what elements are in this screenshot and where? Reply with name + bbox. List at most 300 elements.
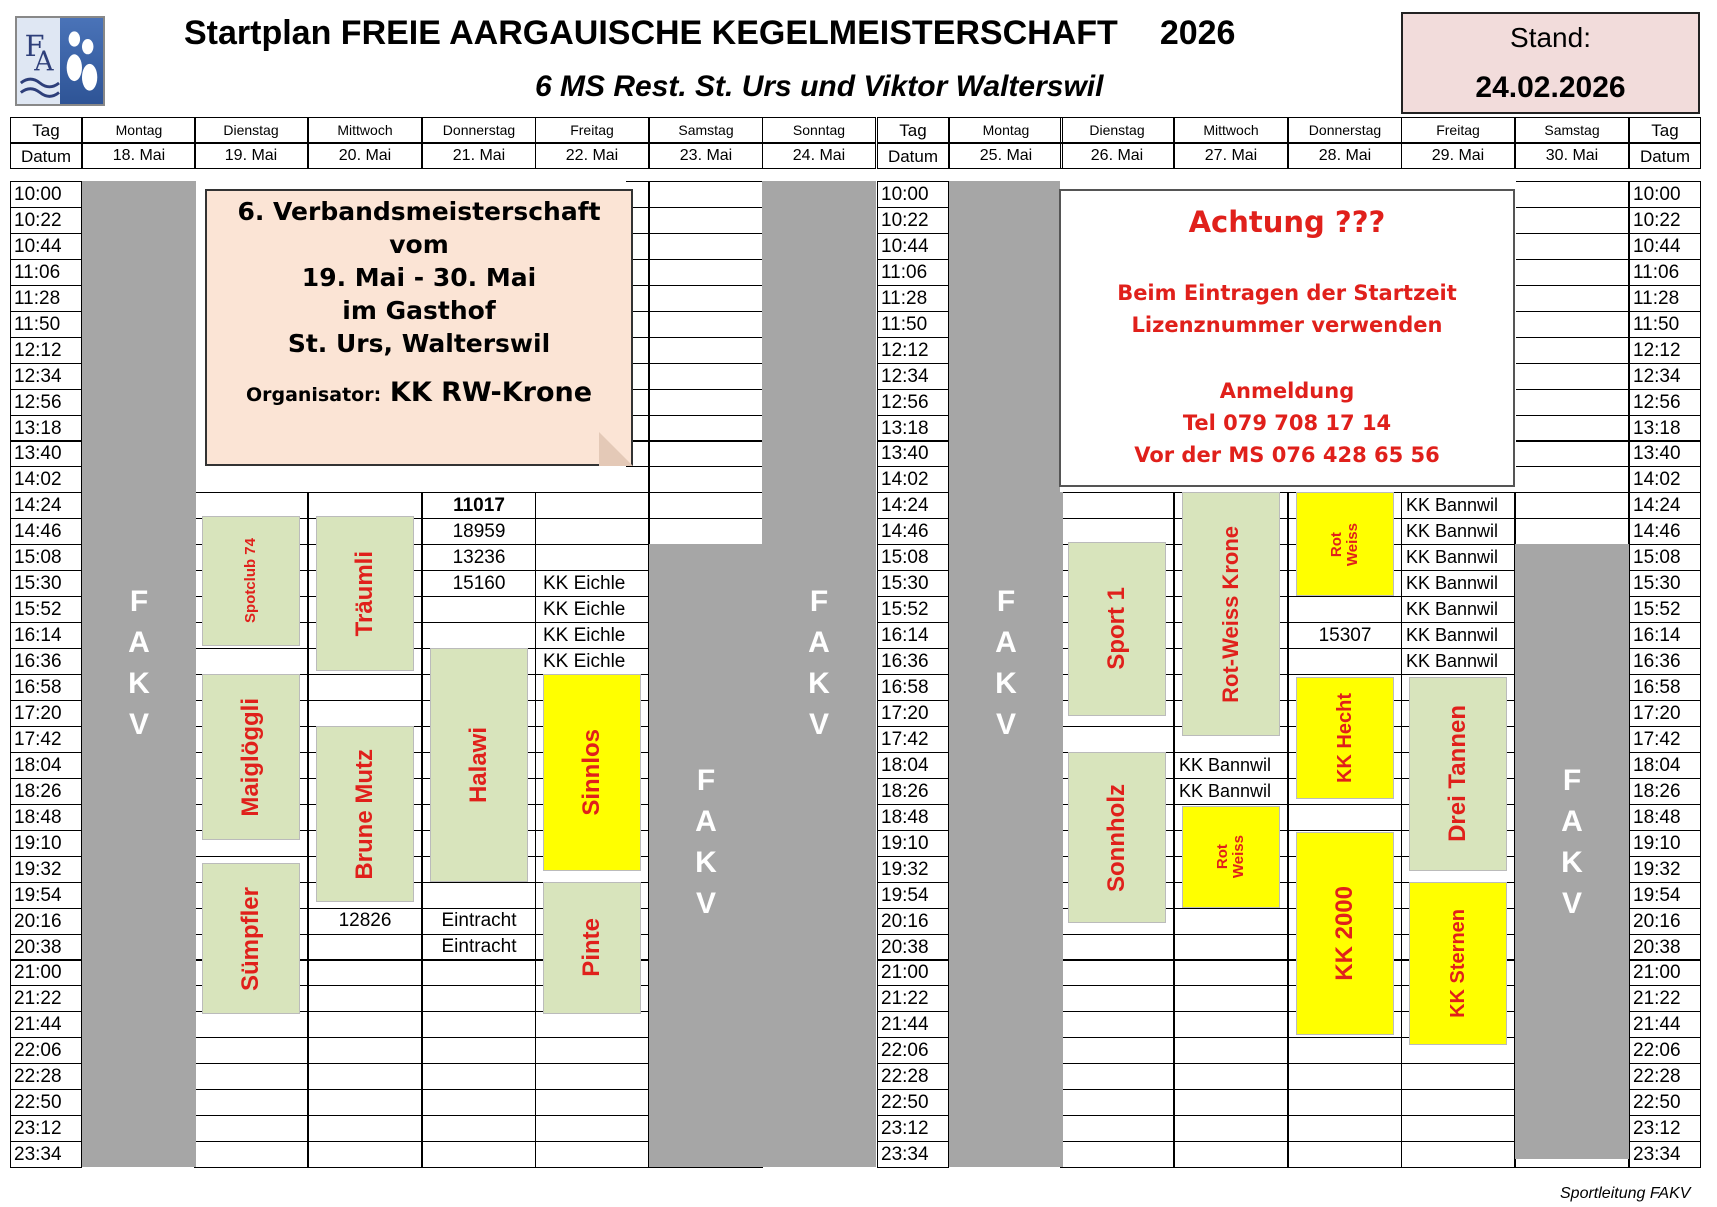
- time-cell: 12:56: [877, 389, 949, 416]
- time-cell: 23:34: [10, 1141, 82, 1168]
- time-cell: 18:26: [10, 778, 82, 805]
- schedule-cell: [422, 1037, 536, 1064]
- time-cell: 17:20: [877, 700, 949, 727]
- time-cell: 20:16: [877, 908, 949, 935]
- schedule-cell: [1060, 492, 1174, 519]
- schedule-cell: [1174, 1141, 1288, 1168]
- team-block: [543, 674, 641, 871]
- time-cell: 15:08: [1629, 544, 1701, 571]
- schedule-entry: KK Bannwil: [1406, 651, 1499, 672]
- organizer-label: Organisator:: [245, 384, 382, 406]
- time-cell: 18:26: [877, 778, 949, 805]
- time-cell: 12:12: [1629, 337, 1701, 364]
- time-cell: 18:48: [877, 804, 949, 831]
- time-cell: 22:28: [10, 1063, 82, 1090]
- time-cell: 14:02: [877, 466, 949, 493]
- date-header: 18. Mai: [82, 143, 196, 169]
- schedule-cell: [194, 648, 308, 675]
- fakv-letter: K: [995, 666, 1017, 700]
- schedule-entry: Eintracht: [441, 910, 517, 932]
- stand-box: [1401, 12, 1700, 114]
- time-cell: 12:34: [877, 363, 949, 390]
- time-cell: 18:26: [1629, 778, 1701, 805]
- schedule-cell: [1288, 596, 1402, 623]
- time-cell: 19:32: [1629, 856, 1701, 883]
- time-cell: 21:44: [1629, 1011, 1701, 1038]
- time-cell: 18:04: [10, 752, 82, 779]
- note-line: St. Urs, Walterswil: [287, 329, 551, 358]
- time-cell: 16:58: [1629, 674, 1701, 701]
- time-cell: 23:12: [10, 1115, 82, 1142]
- schedule-cell: [1060, 985, 1174, 1012]
- time-cell: 19:10: [877, 830, 949, 857]
- schedule-cell: [649, 492, 763, 519]
- time-cell: 11:06: [1629, 259, 1701, 286]
- team-block: [1182, 806, 1280, 907]
- schedule-cell: [422, 1115, 536, 1142]
- schedule-cell: [1515, 363, 1629, 390]
- schedule-cell: [194, 1141, 308, 1168]
- tag-header: Tag: [877, 117, 949, 143]
- team-block: [202, 516, 300, 646]
- schedule-cell: [1288, 1089, 1402, 1116]
- schedule-cell: [1515, 389, 1629, 416]
- fakv-letter: K: [695, 845, 717, 879]
- time-cell: 13:18: [10, 415, 82, 442]
- time-cell: 13:18: [877, 415, 949, 442]
- alert-heading: Achtung ???: [1188, 205, 1386, 239]
- note-page-curl: [599, 432, 633, 466]
- day-header: Freitag: [535, 117, 649, 143]
- datum-header: Datum: [10, 143, 82, 169]
- schedule-cell: [1515, 441, 1629, 468]
- fakv-letter: V: [808, 707, 829, 741]
- team-block: [316, 726, 414, 902]
- team-name: Rot Weiss: [1328, 522, 1361, 566]
- note-line: 19. Mai - 30. Mai: [301, 263, 537, 292]
- stand-label: Stand:: [1510, 22, 1591, 53]
- alert-line: Anmeldung: [1219, 379, 1355, 403]
- fakv-letter: A: [808, 625, 830, 659]
- schedule-cell: [649, 233, 763, 260]
- schedule-cell: [308, 934, 422, 961]
- team-block: [430, 648, 528, 882]
- team-name: KK 2000: [1331, 886, 1359, 981]
- time-cell: 15:08: [877, 544, 949, 571]
- fakv-letter: A: [128, 625, 150, 659]
- schedule-cell: [1515, 466, 1629, 493]
- day-header: Dienstag: [194, 117, 308, 143]
- time-cell: 17:20: [10, 700, 82, 727]
- fakv-letter: F: [696, 763, 716, 797]
- time-cell: 23:34: [1629, 1141, 1701, 1168]
- schedule-cell: [308, 1011, 422, 1038]
- schedule-cell: [194, 1063, 308, 1090]
- time-cell: 16:36: [10, 648, 82, 675]
- schedule-cell: [1401, 1141, 1515, 1168]
- team-block: [1068, 542, 1166, 716]
- team-block: [543, 882, 641, 1014]
- time-cell: 10:44: [877, 233, 949, 260]
- date-header: 27. Mai: [1174, 143, 1288, 169]
- datum-header: Datum: [877, 143, 949, 169]
- svg-text:F: F: [24, 29, 45, 64]
- schedule-entry: KK Bannwil: [1406, 599, 1499, 620]
- schedule-cell: [649, 441, 763, 468]
- team-name: Maiglöggli: [237, 697, 265, 817]
- time-cell: 12:12: [877, 337, 949, 364]
- team-block: [1068, 752, 1166, 923]
- time-cell: 15:52: [877, 596, 949, 623]
- schedule-cell: [422, 1141, 536, 1168]
- date-header: 30. Mai: [1515, 143, 1629, 169]
- schedule-cell: [1515, 259, 1629, 286]
- time-cell: 18:48: [1629, 804, 1701, 831]
- schedule-cell: [308, 700, 422, 727]
- team-name: KK Sternen: [1446, 908, 1469, 1018]
- schedule-cell: [1060, 934, 1174, 961]
- time-cell: 12:12: [10, 337, 82, 364]
- fakv-column: [1515, 544, 1629, 1159]
- team-block: [316, 516, 414, 672]
- time-cell: 17:20: [1629, 700, 1701, 727]
- time-cell: 22:06: [1629, 1037, 1701, 1064]
- footer-credit: Sportleitung FAKV: [1560, 1185, 1691, 1202]
- fakv-letter: V: [995, 707, 1016, 741]
- schedule-cell: [1515, 492, 1629, 519]
- fakv-column: [949, 181, 1063, 1167]
- schedule-entry: 15307: [1318, 624, 1372, 646]
- svg-text:A: A: [34, 46, 54, 78]
- time-cell: 16:58: [10, 674, 82, 701]
- fakv-letter: A: [995, 625, 1017, 659]
- time-cell: 10:22: [1629, 207, 1701, 234]
- schedule-cell: [1401, 1089, 1515, 1116]
- time-cell: 12:56: [1629, 389, 1701, 416]
- time-cell: 19:54: [10, 882, 82, 909]
- day-header: Montag: [82, 117, 196, 143]
- time-cell: 15:52: [10, 596, 82, 623]
- schedule-cell: [649, 518, 763, 545]
- date-header: 23. Mai: [649, 143, 763, 169]
- schedule-cell: [535, 1063, 649, 1090]
- note-organizer: [207, 376, 631, 412]
- fakv-vertical-label: [82, 581, 196, 745]
- datum-header: Datum: [1629, 143, 1701, 169]
- time-cell: 16:36: [1629, 648, 1701, 675]
- schedule-cell: [194, 1089, 308, 1116]
- time-cell: 21:00: [10, 960, 82, 987]
- time-cell: 18:04: [1629, 752, 1701, 779]
- tag-header: Tag: [1629, 117, 1701, 143]
- team-name: Sinnlos: [578, 729, 606, 816]
- team-block: [1296, 492, 1394, 596]
- day-header: Freitag: [1401, 117, 1515, 143]
- team-block: [1296, 832, 1394, 1034]
- fakv-vertical-label: [1515, 760, 1629, 924]
- time-cell: 14:02: [1629, 466, 1701, 493]
- time-cell: 14:24: [1629, 492, 1701, 519]
- fakv-vertical-label: [949, 581, 1063, 745]
- time-cell: 11:06: [877, 259, 949, 286]
- schedule-cell: [1060, 1063, 1174, 1090]
- day-header: Dienstag: [1060, 117, 1174, 143]
- day-header: Donnerstag: [1288, 117, 1402, 143]
- team-block: [202, 674, 300, 840]
- time-cell: 17:42: [10, 726, 82, 753]
- title-year: 2026: [1159, 14, 1236, 52]
- time-cell: 20:38: [10, 934, 82, 961]
- schedule-cell: [422, 960, 536, 987]
- time-cell: 11:50: [10, 311, 82, 338]
- time-cell: 20:16: [1629, 908, 1701, 935]
- schedule-entry: 15160: [452, 572, 506, 594]
- team-name: Rot-Weiss Krone: [1218, 525, 1244, 703]
- team-block: [1409, 882, 1507, 1045]
- schedule-cell: [535, 492, 649, 519]
- team-block: [202, 863, 300, 1014]
- fakv-letter: K: [808, 666, 830, 700]
- date-header: 28. Mai: [1288, 143, 1402, 169]
- time-cell: 12:34: [10, 363, 82, 390]
- schedule-entry: KK Bannwil: [1406, 573, 1499, 594]
- time-cell: 10:00: [877, 181, 949, 208]
- date-header: 21. Mai: [422, 143, 536, 169]
- schedule-cell: [1174, 934, 1288, 961]
- schedule-cell: [1060, 960, 1174, 987]
- time-cell: 22:50: [10, 1089, 82, 1116]
- time-cell: 19:54: [877, 882, 949, 909]
- team-name: Träumli: [351, 550, 379, 637]
- schedule-cell: [535, 1141, 649, 1168]
- team-name: Sport 1: [1103, 587, 1131, 670]
- time-cell: 21:00: [1629, 960, 1701, 987]
- schedule-cell: [1174, 1115, 1288, 1142]
- page-subtitle: 6 MS Rest. St. Urs und Viktor Walterswil: [535, 70, 1104, 103]
- schedule-cell: [1174, 1037, 1288, 1064]
- schedule-entry: KK Eichle: [543, 650, 626, 672]
- time-cell: 22:50: [877, 1089, 949, 1116]
- time-cell: 19:54: [1629, 882, 1701, 909]
- stand-date: 24.02.2026: [1475, 71, 1626, 104]
- date-header: 29. Mai: [1401, 143, 1515, 169]
- schedule-cell: [1288, 1115, 1402, 1142]
- time-cell: 10:22: [877, 207, 949, 234]
- schedule-entry: 18959: [452, 520, 506, 542]
- time-cell: 14:24: [10, 492, 82, 519]
- time-cell: 22:28: [877, 1063, 949, 1090]
- schedule-cell: [1288, 1037, 1402, 1064]
- time-cell: 11:06: [10, 259, 82, 286]
- schedule-cell: [1288, 1141, 1402, 1168]
- schedule-entry: 12826: [338, 910, 392, 932]
- team-name: Drei Tannen: [1444, 705, 1472, 843]
- schedule-cell: [422, 622, 536, 649]
- day-header: Montag: [949, 117, 1063, 143]
- schedule-cell: [1174, 1089, 1288, 1116]
- event-info-note: [205, 189, 633, 466]
- team-name: Pinte: [578, 918, 606, 978]
- schedule-cell: [649, 311, 763, 338]
- schedule-cell: [1401, 1115, 1515, 1142]
- schedule-entry: Eintracht: [441, 936, 517, 958]
- time-cell: 15:30: [877, 570, 949, 597]
- schedule-cell: [1515, 518, 1629, 545]
- time-cell: 16:36: [877, 648, 949, 675]
- note-line: im Gasthof: [342, 296, 496, 325]
- schedule-cell: [194, 1011, 308, 1038]
- time-cell: 23:12: [877, 1115, 949, 1142]
- time-cell: 19:32: [877, 856, 949, 883]
- organizer-name: KK RW-Krone: [389, 377, 593, 408]
- schedule-cell: [1060, 1141, 1174, 1168]
- schedule-cell: [1401, 1063, 1515, 1090]
- team-block: [1296, 677, 1394, 799]
- day-header: Mittwoch: [308, 117, 422, 143]
- fakv-letter: K: [128, 666, 150, 700]
- schedule-cell: [308, 1115, 422, 1142]
- team-block: [1409, 677, 1507, 872]
- schedule-cell: [535, 544, 649, 571]
- time-cell: 10:44: [1629, 233, 1701, 260]
- day-header: Donnerstag: [422, 117, 536, 143]
- schedule-cell: [1060, 1011, 1174, 1038]
- time-cell: 16:14: [877, 622, 949, 649]
- schedule-cell: [194, 1115, 308, 1142]
- page-title: Startplan FREIE AARGAUISCHE KEGELMEISTERSCHAFT 2026: [184, 14, 1236, 52]
- time-cell: 13:40: [1629, 441, 1701, 468]
- note-line: vom: [389, 230, 449, 259]
- schedule-entry: 13236: [452, 546, 506, 568]
- schedule-cell: [1174, 1011, 1288, 1038]
- team-name: Brune Mutz: [351, 748, 379, 880]
- day-header: Samstag: [649, 117, 763, 143]
- time-cell: 21:22: [1629, 985, 1701, 1012]
- schedule-cell: [308, 960, 422, 987]
- schedule-cell: [1515, 207, 1629, 234]
- alert-phone: Tel 079 708 17 14: [1182, 411, 1392, 435]
- schedule-entry: KK Eichle: [543, 598, 626, 620]
- time-cell: 22:50: [1629, 1089, 1701, 1116]
- team-name: KK Hecht: [1333, 692, 1356, 783]
- fakv-column: [762, 181, 876, 1167]
- schedule-cell: [1515, 311, 1629, 338]
- team-name: Halawi: [465, 726, 493, 803]
- schedule-cell: [308, 674, 422, 701]
- time-cell: 13:40: [10, 441, 82, 468]
- schedule-cell: [1060, 1037, 1174, 1064]
- time-cell: 14:24: [877, 492, 949, 519]
- fakv-letter: A: [1561, 804, 1583, 838]
- schedule-cell: [1288, 648, 1402, 675]
- time-cell: 23:12: [1629, 1115, 1701, 1142]
- date-header: 24. Mai: [762, 143, 876, 169]
- time-cell: 16:14: [1629, 622, 1701, 649]
- fakv-letter: V: [695, 886, 716, 920]
- fakv-letter: V: [128, 707, 149, 741]
- time-cell: 11:50: [1629, 311, 1701, 338]
- fakv-letter: F: [996, 584, 1016, 618]
- schedule-cell: [422, 882, 536, 909]
- time-cell: 10:44: [10, 233, 82, 260]
- team-name: Spotclub 74: [242, 538, 260, 624]
- schedule-cell: [1515, 233, 1629, 260]
- schedule-entry: 11017: [453, 494, 505, 516]
- schedule-cell: [422, 1089, 536, 1116]
- date-header: 25. Mai: [949, 143, 1063, 169]
- schedule-cell: [308, 985, 422, 1012]
- schedule-cell: [1060, 1115, 1174, 1142]
- schedule-cell: [1288, 1063, 1402, 1090]
- time-cell: 11:28: [1629, 285, 1701, 312]
- fakv-letter: F: [809, 584, 829, 618]
- time-cell: 22:28: [1629, 1063, 1701, 1090]
- time-cell: 20:38: [877, 934, 949, 961]
- schedule-cell: [1515, 285, 1629, 312]
- time-cell: 22:06: [10, 1037, 82, 1064]
- schedule-cell: [535, 1089, 649, 1116]
- schedule-cell: [649, 415, 763, 442]
- schedule-cell: [649, 389, 763, 416]
- schedule-entry: KK Eichle: [543, 572, 626, 594]
- time-cell: 16:58: [877, 674, 949, 701]
- time-cell: 19:10: [10, 830, 82, 857]
- team-block: [1182, 492, 1280, 736]
- time-cell: 15:30: [1629, 570, 1701, 597]
- time-cell: 11:50: [877, 311, 949, 338]
- time-cell: 15:08: [10, 544, 82, 571]
- day-header: Samstag: [1515, 117, 1629, 143]
- schedule-cell: [1515, 337, 1629, 364]
- day-header: Sonntag: [762, 117, 876, 143]
- alert-note: [1059, 189, 1515, 487]
- time-cell: 23:34: [877, 1141, 949, 1168]
- schedule-cell: [649, 181, 763, 208]
- time-cell: 21:44: [10, 1011, 82, 1038]
- time-cell: 10:00: [1629, 181, 1701, 208]
- time-cell: 12:34: [1629, 363, 1701, 390]
- schedule-entry: KK Bannwil: [1179, 780, 1272, 801]
- fakv-letter: F: [1562, 763, 1582, 797]
- schedule-cell: [308, 1089, 422, 1116]
- fakv-letter: K: [1561, 845, 1583, 879]
- schedule-entry: KK Eichle: [543, 624, 626, 646]
- time-cell: 21:44: [877, 1011, 949, 1038]
- date-header: 19. Mai: [194, 143, 308, 169]
- schedule-cell: [1288, 804, 1402, 831]
- time-cell: 21:22: [877, 985, 949, 1012]
- schedule-cell: [194, 1037, 308, 1064]
- fakv-letter: F: [129, 584, 149, 618]
- schedule-cell: [422, 1063, 536, 1090]
- schedule-entry: KK Bannwil: [1406, 521, 1499, 542]
- time-cell: 22:06: [877, 1037, 949, 1064]
- team-name: Sonnholz: [1103, 783, 1131, 892]
- fakv-logo: [15, 16, 105, 106]
- schedule-cell: [649, 259, 763, 286]
- schedule-entry: KK Bannwil: [1406, 547, 1499, 568]
- schedule-cell: [1174, 908, 1288, 935]
- schedule-cell: [535, 1037, 649, 1064]
- schedule-cell: [649, 363, 763, 390]
- time-cell: 21:00: [877, 960, 949, 987]
- schedule-cell: [422, 985, 536, 1012]
- date-header: 20. Mai: [308, 143, 422, 169]
- time-cell: 13:18: [1629, 415, 1701, 442]
- schedule-cell: [422, 1011, 536, 1038]
- schedule-cell: [1060, 1089, 1174, 1116]
- schedule-entry: KK Bannwil: [1406, 495, 1499, 516]
